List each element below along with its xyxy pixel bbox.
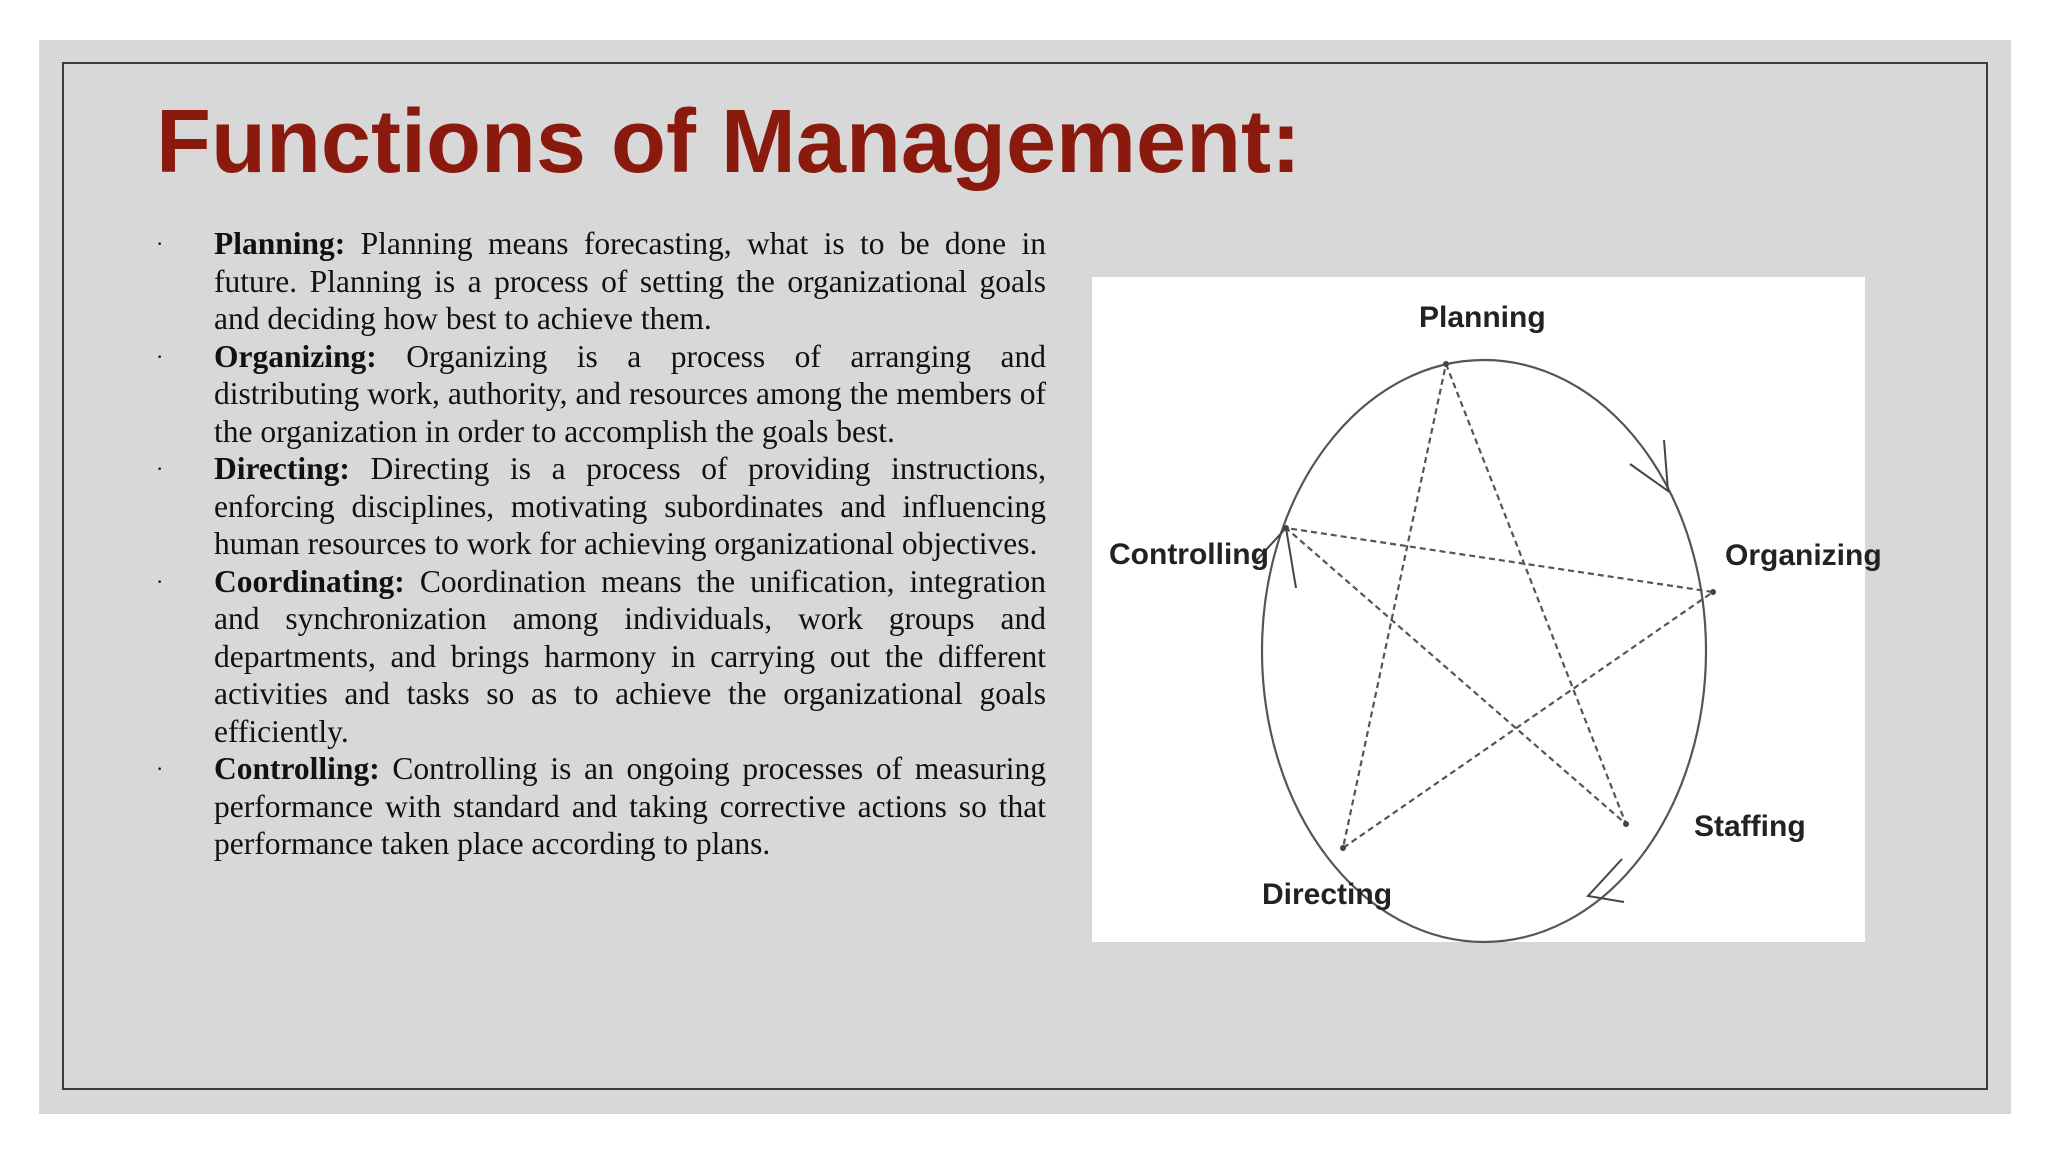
- bullet-item-controlling: [156, 750, 1046, 863]
- bullet-term: Organizing:: [214, 338, 377, 374]
- bullet-text: [214, 563, 1046, 751]
- bullet-term: Coordinating:: [214, 563, 405, 599]
- vertex-staffing: [1623, 821, 1629, 827]
- label-planning: Planning: [1419, 301, 1546, 334]
- bullet-description: Directing is a process of providing instructions, enforcing disciplines, motivating subordinates and influencing human resources to work for achieving organizational objectives.: [214, 451, 1046, 561]
- bullet-description: Planning means forecasting, what is to be done in future. Planning is a process of setting the organizational goals and deciding how best to achieve them.: [214, 226, 1046, 336]
- bullet-term: Directing:: [214, 451, 350, 486]
- bullet-text: [214, 225, 1046, 338]
- vertex-directing: [1340, 845, 1346, 851]
- bullet-marker: ·: [156, 568, 164, 594]
- vertex-organizing: [1710, 589, 1716, 595]
- bullet-text: [214, 750, 1046, 863]
- vertex-planning: [1443, 361, 1449, 367]
- cycle-diagram-svg: [1092, 277, 1882, 942]
- bullet-description: Coordination means the unification, integration and synchronization among individuals, work groups and departments, and brings harmony in carrying out the different activities and tasks so as to achieve the organizational goals efficiently.: [214, 563, 1046, 749]
- bullet-term: Controlling:: [214, 751, 380, 786]
- bullet-marker: ·: [156, 456, 164, 481]
- bullet-item-directing: [156, 450, 1046, 563]
- bullet-list: [156, 225, 1046, 863]
- label-controlling: Controlling: [1109, 538, 1269, 571]
- slide-title: Functions of Management:: [156, 92, 1301, 192]
- cycle-ellipse: [1262, 360, 1706, 942]
- management-cycle-diagram: [1092, 277, 1882, 942]
- arrow-planning-organizing: [1630, 440, 1668, 491]
- bullet-item-organizing: [156, 338, 1046, 451]
- bullet-description: Organizing is a process of arranging and distributing work, authority, and resources among the members of the organization in order to accomplish the goals best.: [214, 338, 1046, 449]
- dashed-star: [1286, 364, 1713, 848]
- label-organizing: Organizing: [1725, 539, 1882, 572]
- bullet-item-planning: [156, 225, 1046, 338]
- bullet-description: Controlling is an ongoing processes of measuring performance with standard and taking corrective actions so that performance taken place according to plans.: [214, 751, 1046, 861]
- bullet-text: [214, 338, 1046, 451]
- bullet-marker: ·: [156, 756, 164, 781]
- label-directing: Directing: [1262, 878, 1393, 911]
- bullet-marker: ·: [156, 231, 164, 256]
- bullet-term: Planning:: [214, 226, 346, 261]
- label-staffing: Staffing: [1694, 810, 1806, 843]
- bullet-text: [214, 450, 1046, 563]
- bullet-item-coordinating: [156, 563, 1046, 751]
- bullet-marker: ·: [156, 343, 164, 369]
